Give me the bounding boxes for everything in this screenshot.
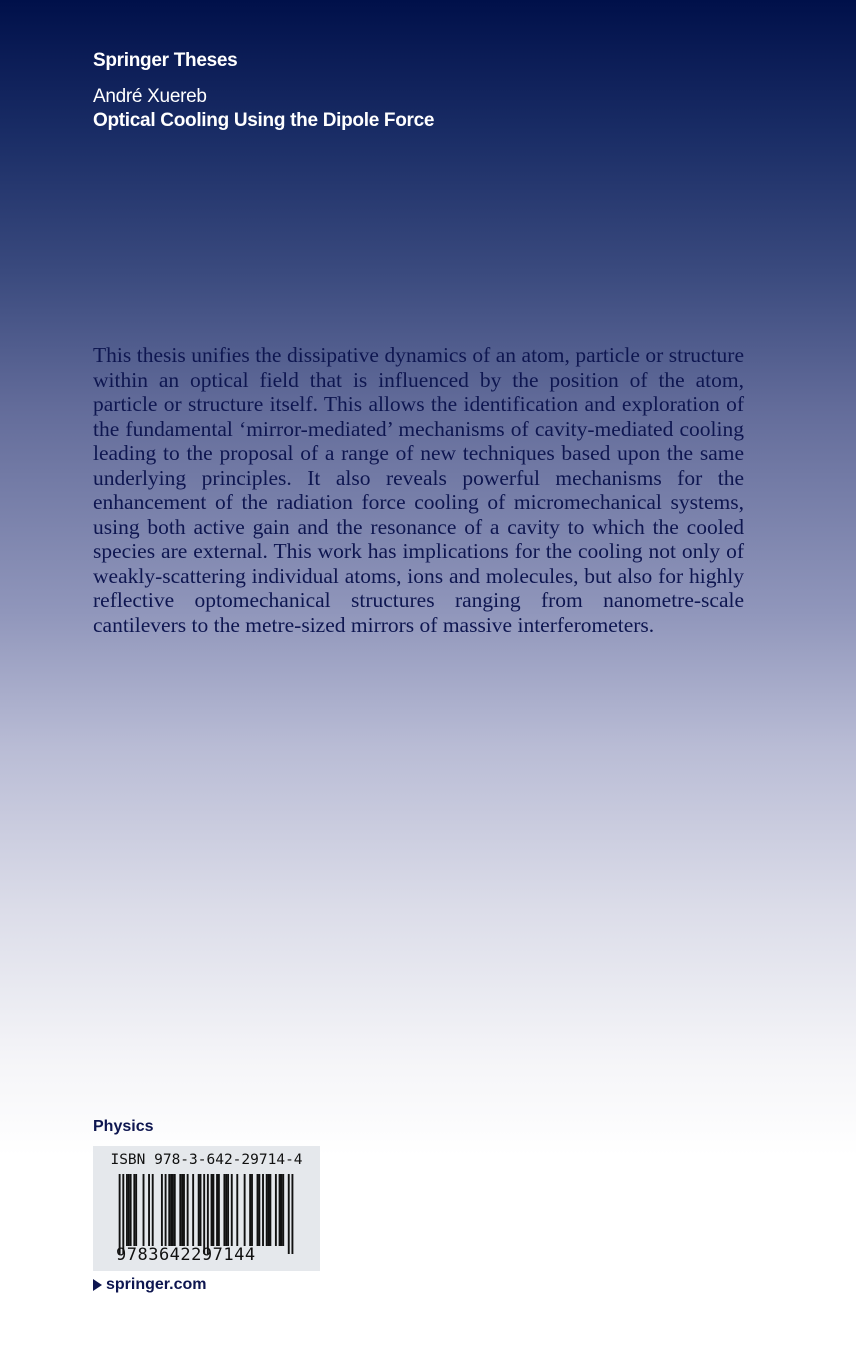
isbn-barcode bbox=[93, 1146, 320, 1271]
book-title: Optical Cooling Using the Dipole Force bbox=[93, 110, 435, 131]
arrow-right-icon bbox=[93, 1279, 102, 1291]
barcode-bars bbox=[115, 1174, 297, 1254]
isbn-label: ISBN 978-3-642-29714-4 bbox=[110, 1152, 303, 1168]
website-label: springer.com bbox=[106, 1276, 207, 1293]
ean-digits: 9783642297144 bbox=[116, 1245, 256, 1265]
author-name: André Xuereb bbox=[93, 86, 207, 107]
subject-category: Physics bbox=[93, 1118, 154, 1135]
book-description: This thesis unifies the dissipative dynamics of an atom, particle or structure within an optical field that is influenced by the position of the atom, particle or structure itself. This allows the identification and exploration of the fundamental ‘mirror-mediated’ mechanisms of cavity-mediated cooling leading to the proposal of a range of new techniques based upon the same underlying principles. It also reveals powerful mechanisms for the enhancement of the radiation force cooling of micromechanical systems, using both active gain and the resonance of a cavity to which the cooled species are external. This work has implications for the cooling not only of weakly-scattering individual atoms, ions and molecules, but also for highly reflective optomechanical structures ranging from nanometre-scale cantilevers to the metre-sized mirrors of massive interferometers. bbox=[93, 343, 744, 637]
series-name: Springer Theses bbox=[93, 50, 238, 71]
website-link[interactable] bbox=[93, 1276, 206, 1294]
